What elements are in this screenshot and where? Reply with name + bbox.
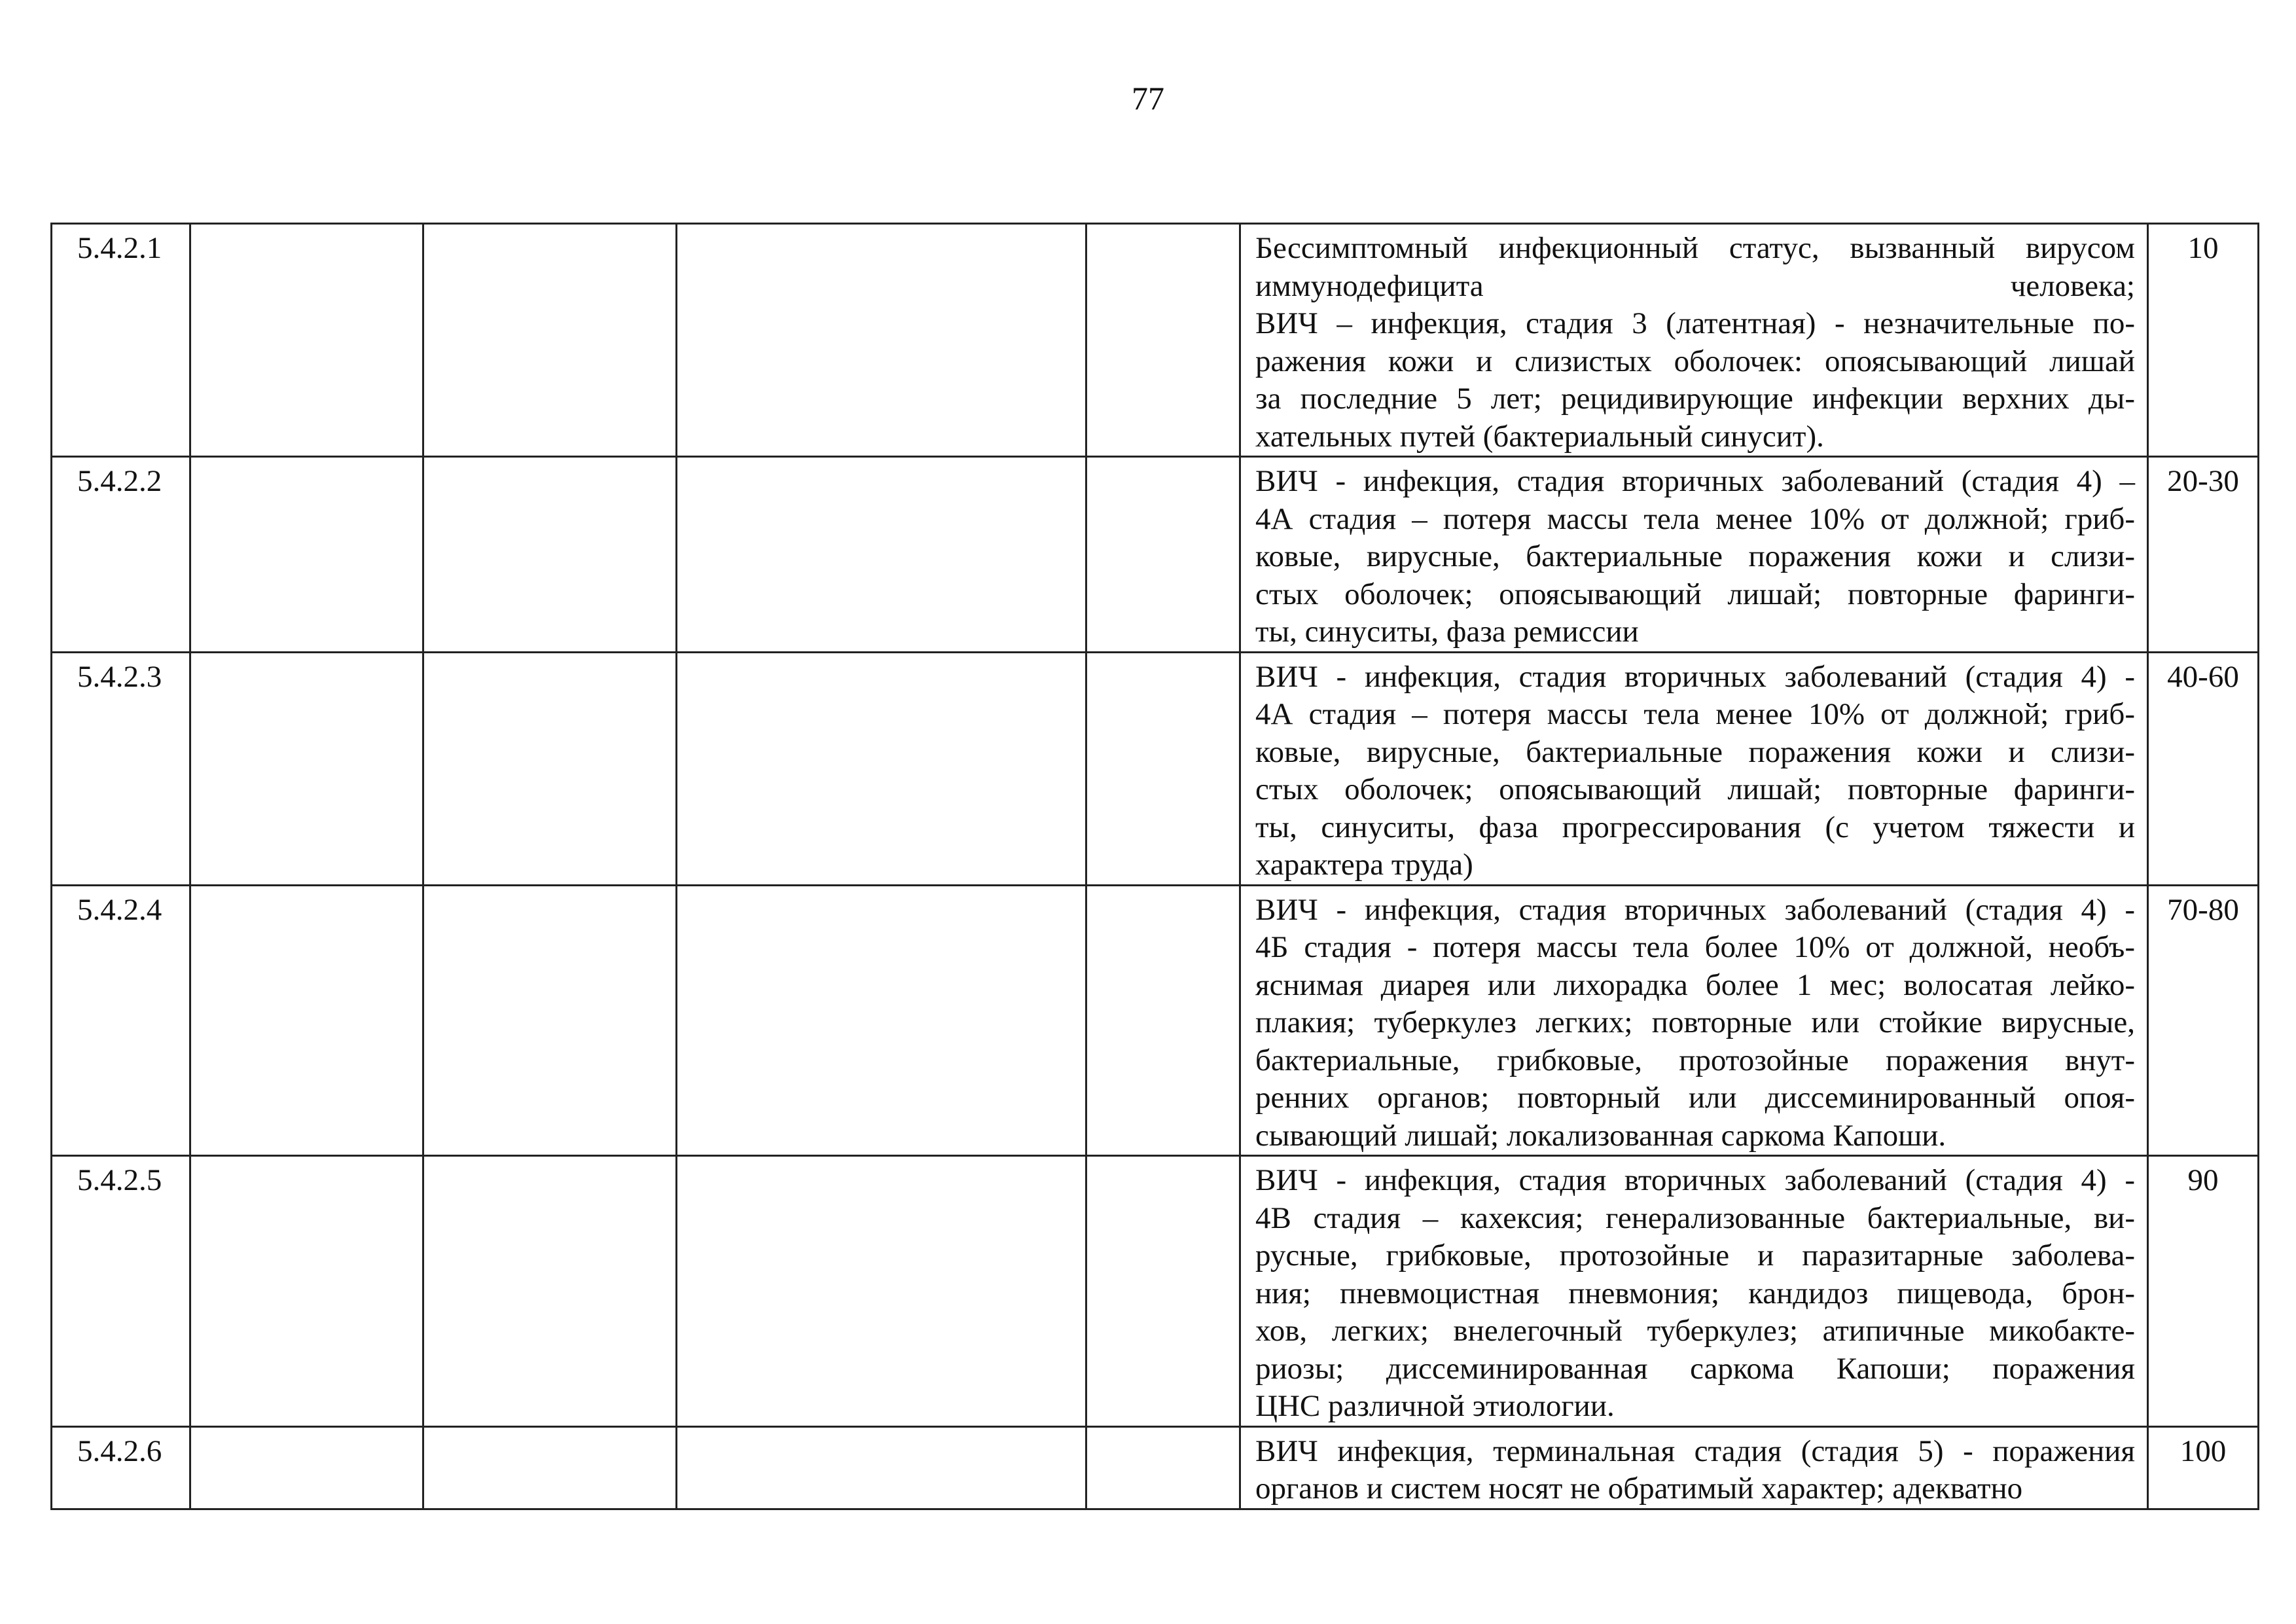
description-cell — [1240, 652, 2148, 885]
row-code-cell — [52, 652, 190, 885]
description-line: стых оболочек; опоясывающий лишай; повторные фаринги- — [1255, 577, 2135, 611]
description-line: бактериальные, грибковые, протозойные поражения внут- — [1255, 1043, 2135, 1077]
description-line: 4А стадия – потеря массы тела менее 10% от должной; гриб- — [1255, 501, 2135, 536]
percent-cell: 10 — [2148, 224, 2259, 457]
description-line: ВИЧ - инфекция, стадия вторичных заболеваний (стадия 4) - — [1255, 892, 2135, 927]
description-line: яснимая диарея или лихорадка более 1 мес; волосатая лейко- — [1255, 967, 2135, 1002]
page-number: 77 — [1132, 80, 1164, 117]
description-line: иммунодефицита человека; — [1255, 268, 2135, 303]
description-cell — [1240, 224, 2148, 457]
description-cell — [1240, 885, 2148, 1156]
empty-cell — [190, 224, 423, 457]
description-line: стых оболочек; опоясывающий лишай; повторные фаринги- — [1255, 772, 2135, 806]
description-line: ВИЧ - инфекция, стадия вторичных заболеваний (стадия 4) - — [1255, 659, 2135, 694]
description-line: русные, грибковые, протозойные и паразитарные заболева- — [1255, 1238, 2135, 1272]
empty-cell — [1086, 1156, 1240, 1427]
empty-cell — [190, 457, 423, 653]
empty-cell — [423, 652, 677, 885]
row-code-cell — [52, 457, 190, 653]
description-line: хательных путей (бактериальный синусит). — [1255, 419, 1824, 454]
description-line: ВИЧ – инфекция, стадия 3 (латентная) - незначительные по- — [1255, 306, 2135, 340]
description-cell — [1240, 1426, 2148, 1509]
percent-cell: 40-60 — [2148, 652, 2259, 885]
row-code: 5.4.2.6 — [77, 1434, 162, 1468]
empty-cell — [1086, 652, 1240, 885]
empty-cell — [677, 885, 1086, 1156]
empty-cell — [190, 1156, 423, 1427]
empty-cell — [1086, 457, 1240, 653]
description-line: ЦНС различной этиологии. — [1255, 1389, 1615, 1423]
row-code-cell — [52, 885, 190, 1156]
table-row — [52, 885, 2259, 1156]
empty-cell — [190, 652, 423, 885]
table-row — [52, 1156, 2259, 1427]
table-row — [52, 457, 2259, 653]
percent-cell: 20-30 — [2148, 457, 2259, 653]
empty-cell — [423, 1156, 677, 1427]
description-line: ражения кожи и слизистых оболочек: опоясывающий лишай — [1255, 344, 2135, 378]
description-line: риозы; диссеминированная саркома Капоши; поражения — [1255, 1351, 2135, 1386]
empty-cell — [677, 1426, 1086, 1509]
percent-cell: 100 — [2148, 1426, 2259, 1509]
empty-cell — [677, 224, 1086, 457]
table-row — [52, 224, 2259, 457]
empty-cell — [423, 457, 677, 653]
row-code: 5.4.2.2 — [77, 464, 162, 498]
description-line: характера труда) — [1255, 848, 1473, 882]
description-cell — [1240, 1156, 2148, 1427]
description-line: ВИЧ инфекция, терминальная стадия (стадия 5) - поражения — [1255, 1434, 2135, 1468]
row-code-cell — [52, 1156, 190, 1427]
table-row — [52, 1426, 2259, 1509]
empty-cell — [1086, 885, 1240, 1156]
row-code: 5.4.2.3 — [77, 659, 162, 694]
empty-cell — [1086, 1426, 1240, 1509]
description-line: ковые, вирусные, бактериальные поражения кожи и слизи- — [1255, 734, 2135, 769]
empty-cell — [677, 457, 1086, 653]
description-line: Бессимптомный инфекционный статус, вызванный вирусом — [1255, 231, 2135, 265]
description-line: органов и систем носят не обратимый характер; адекватно — [1255, 1471, 2023, 1506]
description-line: хов, легких; внелегочный туберкулез; атипичные микобакте- — [1255, 1314, 2135, 1348]
description-line: ты, синуситы, фаза прогрессирования (с учетом тяжести и — [1255, 810, 2135, 844]
description-line: 4Б стадия - потеря массы тела более 10% от должной, необъ- — [1255, 930, 2135, 964]
empty-cell — [190, 1426, 423, 1509]
description-line: за последние 5 лет; рецидивирующие инфекции верхних ды- — [1255, 382, 2135, 416]
description-line: ВИЧ - инфекция, стадия вторичных заболеваний (стадия 4) – — [1255, 464, 2135, 498]
empty-cell — [190, 885, 423, 1156]
description-line: ренних органов; повторный или диссеминированный опоя- — [1255, 1081, 2135, 1115]
empty-cell — [677, 1156, 1086, 1427]
description-line: 4А стадия – потеря массы тела менее 10% от должной; гриб- — [1255, 697, 2135, 731]
empty-cell — [423, 885, 677, 1156]
row-code: 5.4.2.4 — [77, 892, 162, 927]
row-code: 5.4.2.5 — [77, 1163, 162, 1197]
description-line: плакия; туберкулез легких; повторные или стойкие вирусные, — [1255, 1005, 2135, 1039]
empty-cell — [423, 1426, 677, 1509]
empty-cell — [1086, 224, 1240, 457]
empty-cell — [423, 224, 677, 457]
table-row — [52, 652, 2259, 885]
row-code: 5.4.2.1 — [77, 231, 162, 265]
description-line: ВИЧ - инфекция, стадия вторичных заболеваний (стадия 4) - — [1255, 1163, 2135, 1197]
percent-cell: 70-80 — [2148, 885, 2259, 1156]
description-cell — [1240, 457, 2148, 653]
empty-cell — [677, 652, 1086, 885]
percent-cell: 90 — [2148, 1156, 2259, 1427]
description-line: ковые, вирусные, бактериальные поражения кожи и слизи- — [1255, 539, 2135, 573]
description-line: 4В стадия – кахексия; генерализованные бактериальные, ви- — [1255, 1200, 2135, 1235]
description-line: сывающий лишай; локализованная саркома Капоши. — [1255, 1118, 1946, 1153]
description-line: ния; пневмоцистная пневмония; кандидоз пищевода, брон- — [1255, 1276, 2135, 1310]
description-line: ты, синуситы, фаза ремиссии — [1255, 615, 1639, 649]
row-code-cell — [52, 224, 190, 457]
row-code-cell — [52, 1426, 190, 1509]
classification-table — [50, 223, 2259, 1510]
